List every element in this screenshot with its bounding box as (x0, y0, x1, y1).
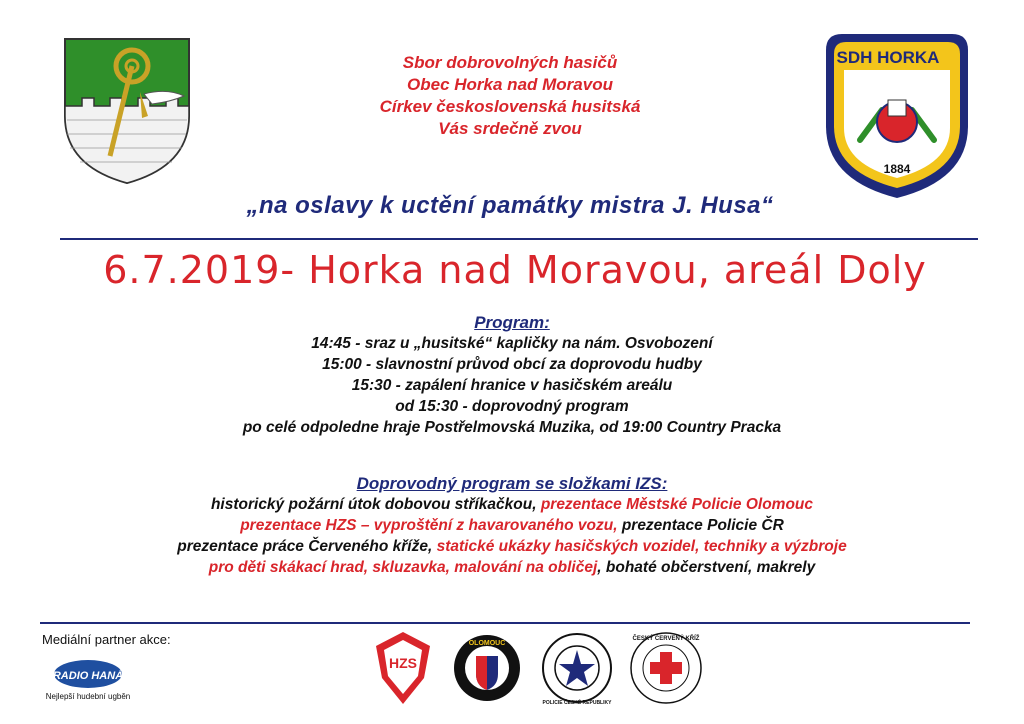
izs-line-4 (82, 557, 942, 578)
izs-line-2 (82, 515, 942, 536)
police-cr-logo (540, 630, 614, 706)
village-coat-of-arms (62, 36, 192, 186)
red-cross-logo (628, 628, 704, 706)
media-partner-label: Mediální partner akce: (42, 632, 171, 647)
izs-line-1 (82, 494, 942, 515)
police-cr-text: POLICIE ČESKÉ REPUBLIKY (542, 700, 612, 706)
radio-name: RADIO HANÁ (52, 670, 124, 682)
olomouc-police-logo (452, 632, 522, 704)
program-item: po celé odpoledne hraje Postřelmovská Muzika, od 19:00 Country Pracka (242, 419, 782, 436)
program-item: 14:45 - sraz u „husitské“ kapličky na nám. Osvobození (311, 335, 713, 352)
invite-line: „na oslavy k uctění památky mistra J. Husa“ (246, 192, 774, 219)
program-item: 15:00 - slavnostní průvod obcí za doprovodu hudby (322, 356, 702, 373)
olomouc-text: OLOMOUC (468, 640, 506, 647)
program-section (112, 313, 912, 438)
divider-top (60, 238, 978, 240)
badge-name: SDH HORKA (836, 48, 940, 67)
organizer-line: Církev československá husitská (379, 97, 641, 116)
hzs-logo (368, 628, 438, 708)
radio-hana-logo (38, 654, 138, 706)
hzs-text: HZS (389, 655, 417, 671)
izs-title: Doprovodný program se složkami IZS: (356, 474, 668, 493)
izs-line-3 (82, 536, 942, 557)
date-location: 6.7.2019- Horka nad Moravou, areál Doly (103, 248, 927, 292)
organizers-block (260, 52, 760, 140)
izs-text: prezentace Policie ČR (621, 517, 784, 534)
izs-text: , bohaté občerstvení, makrely (597, 559, 816, 576)
izs-text-highlight: pro děti skákací hrad, skluzavka, malování na obličej (208, 559, 598, 576)
izs-text: prezentace práce Červeného kříže, (177, 538, 437, 555)
izs-text-highlight: prezentace Městské Policie Olomouc (540, 496, 814, 513)
program-item: od 15:30 - doprovodný program (395, 398, 629, 415)
organizer-line: Obec Horka nad Moravou (407, 75, 613, 94)
program-item: 15:30 - zapálení hranice v hasičském areálu (351, 377, 673, 394)
radio-slogan: Nejlepší hudební ugběn (45, 692, 131, 701)
izs-section (82, 474, 942, 578)
izs-text-highlight: statické ukázky hasičských vozidel, techniky a výzbroje (436, 538, 847, 555)
organizer-line: Sbor dobrovolných hasičů (402, 53, 618, 72)
divider-bottom (40, 622, 970, 624)
izs-text-highlight: prezentace HZS – vyproštění z havarovaného vozu, (240, 517, 622, 534)
izs-text: historický požární útok dobovou stříkačkou, (210, 496, 541, 513)
badge-year: 1884 (883, 162, 911, 176)
sdh-horka-badge (822, 30, 972, 202)
program-title: Program: (474, 313, 550, 332)
red-cross-text: ČESKÝ ČERVENÝ KŘÍŽ (632, 636, 700, 642)
organizer-line: Vás srdečně zvou (438, 119, 582, 138)
